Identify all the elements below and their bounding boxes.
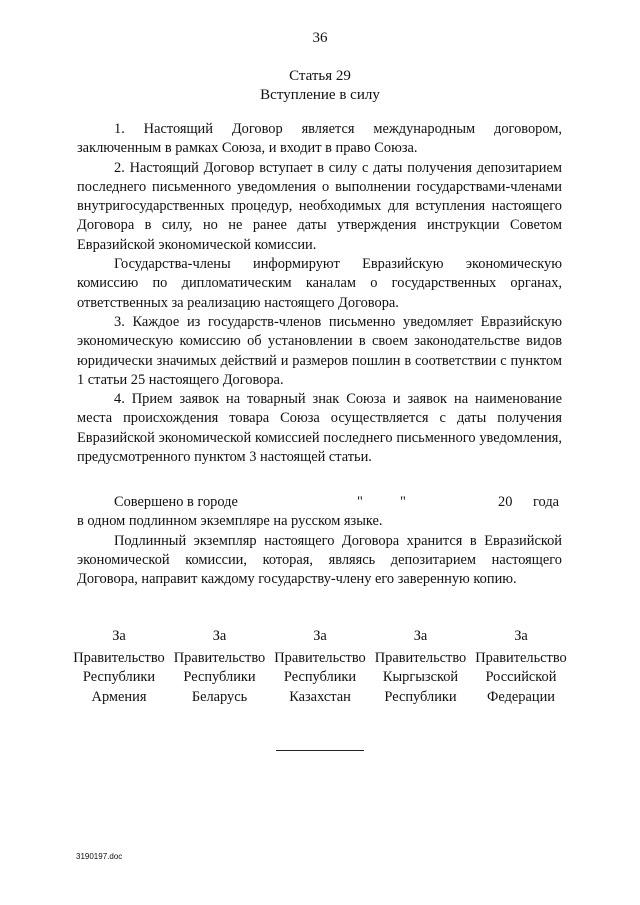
signatory-line-3: Казахстан xyxy=(289,688,351,705)
year-prefix: 20 xyxy=(498,494,513,510)
article-number: Статья 29 xyxy=(289,68,351,84)
quote-open: " xyxy=(357,494,363,510)
signatory-line-3: Беларусь xyxy=(191,688,248,705)
paragraph-4: 4. Прием заявок на товарный знак Союза и заявок на наименование места происхождения товара Союза осуществляется с даты получения Евразийской экономической комиссией последнего письменного уведомления, предусмотренного пунктом 3 настоящей статьи. xyxy=(77,391,562,466)
footer-filename: 3190197.doc xyxy=(76,852,123,861)
signatory-line-2: Республики xyxy=(82,669,156,685)
page-number: 36 xyxy=(312,30,328,46)
paragraph-3: 3. Каждое из государств-членов письменно уведомляет Евразийскую экономическую комиссию об установлении в своем законодательстве видов юридически значимых действий и размеров пошлин в соответствии с пунктом 1 статьи 25 настоящего Договора. xyxy=(77,313,562,388)
signatory-line-1: Правительство xyxy=(374,649,467,666)
signatory-line-3: Армения xyxy=(91,688,147,705)
depositary-paragraph: Подлинный экземпляр настоящего Договора хранится в Евразийской экономической комиссии, которая, являясь депозитарием настоящего Договора, направит каждому государству-члену его заверенную копию. xyxy=(77,532,562,588)
article-heading xyxy=(0,67,640,105)
signatory-line-1: Правительство xyxy=(73,649,165,666)
signatory-line-3: Республики xyxy=(384,688,457,705)
signatory-for: За xyxy=(112,628,126,644)
signatory-line-3: Федерации xyxy=(487,688,555,705)
signing-place-line xyxy=(77,493,562,512)
signatory-line-2: Кыргызской xyxy=(382,669,459,685)
signatory-for: За xyxy=(514,628,528,644)
article-title: Вступление в силу xyxy=(260,87,380,103)
signatory-for: За xyxy=(413,628,428,644)
closing-clause xyxy=(77,493,562,589)
signatory-armenia xyxy=(70,627,168,707)
signatory-for: За xyxy=(212,628,227,644)
closing-rule xyxy=(276,750,364,751)
signatory-for: За xyxy=(313,628,327,644)
signatory-line-1: Правительство xyxy=(173,649,266,666)
signatory-line-2: Республики xyxy=(183,669,256,685)
paragraph-1: 1. Настоящий Договор является международным договором, заключенным в рамках Союза, и входит в право Союза. xyxy=(77,121,562,157)
signatory-line-2: Российской xyxy=(485,669,557,685)
signatory-russia xyxy=(472,627,570,707)
signatory-kazakhstan xyxy=(271,627,369,707)
signatory-belarus xyxy=(171,627,269,707)
quote-close: " xyxy=(400,494,406,510)
signatory-line-2: Республики xyxy=(283,669,357,685)
paragraph-2-continued: Государства-члены информируют Евразийскую экономическую комиссию по дипломатическим каналам о государственных органах, ответственных за реализацию настоящего Договора. xyxy=(77,256,562,311)
article-body xyxy=(77,120,562,467)
signatory-line-1: Правительство xyxy=(475,649,567,666)
signatory-line-1: Правительство xyxy=(274,649,366,666)
signatory-kyrgyzstan xyxy=(372,627,470,707)
copy-line: в одном подлинном экземпляре на русском языке. xyxy=(77,513,383,530)
paragraph-2: 2. Настоящий Договор вступает в силу с даты получения депозитарием последнего письменного уведомления о выполнении государствами-членами внутригосударственных процедур, необходимых для вступления настоящего Договора в силу, но не ранее даты утверждения инструкции Советом Евразийской экономической комиссии. xyxy=(77,159,562,253)
signatories-block xyxy=(70,627,570,707)
done-in-city: Совершено в городе xyxy=(114,494,238,510)
year-suffix: года xyxy=(533,494,560,510)
